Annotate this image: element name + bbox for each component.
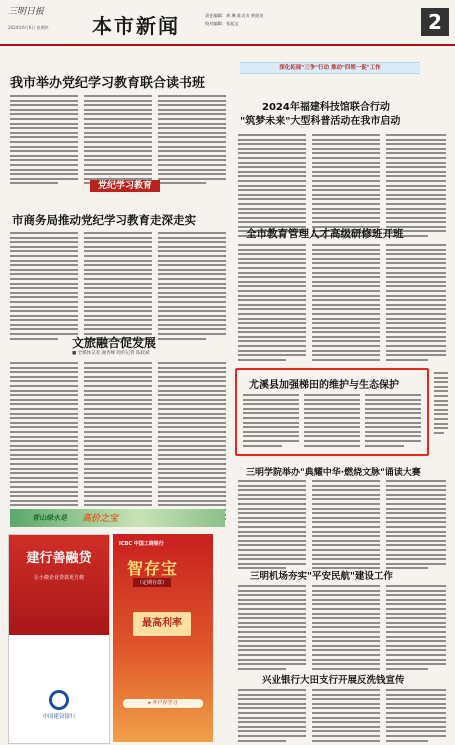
- bank-name: 中国建设银行: [42, 714, 76, 720]
- headline-terrace: 尤溪县加强梯田的维护与生态保护: [249, 380, 399, 391]
- article-body: [365, 394, 421, 449]
- ccb-logo: [34, 690, 84, 720]
- article-body: [84, 362, 152, 527]
- promo-strip: [10, 509, 225, 527]
- headline-science-line1: 2024年福建科技馆联合行动: [262, 102, 390, 113]
- ccb-advertisement[interactable]: [8, 534, 110, 744]
- highlighted-article: [235, 368, 429, 456]
- article-body: [10, 232, 78, 342]
- bank-brand: ICBC 中国工商银行: [119, 541, 164, 547]
- article-body: [312, 689, 380, 744]
- ad-subtitle: 让小微企业贷款更方便: [33, 575, 84, 581]
- article-body: [243, 394, 299, 449]
- headline-commerce: 市商务局推动党纪学习教育走深走实: [12, 213, 196, 227]
- article-body: [10, 95, 78, 187]
- article-body: [238, 244, 306, 363]
- page-number: 2: [421, 8, 449, 36]
- headline-culture-tourism: 文旅融合促发展: [72, 336, 157, 350]
- topic-banner: 深化拓展"三争"行动 推动"四领一促"工作: [240, 62, 420, 74]
- section-banner: 党纪学习教育: [90, 180, 160, 192]
- promo-text: 青山绿水是: [32, 514, 67, 522]
- article-body: [84, 232, 152, 342]
- article-body: [312, 585, 380, 672]
- article-body: [386, 480, 446, 572]
- article-body: [304, 394, 360, 449]
- headline-bank: 兴业银行大田支行开展反洗钱宣传: [262, 675, 405, 686]
- article-body: [158, 232, 226, 342]
- section-title: 本市新闻: [92, 14, 180, 38]
- article-body: [312, 134, 380, 240]
- ad-cta[interactable]: ▸ 开户存学习: [123, 699, 203, 708]
- article-body: [158, 95, 226, 187]
- article-body: [238, 585, 306, 672]
- byline: ■ 全媒体记者 谢秀峰 特约记者 陈政斌: [72, 351, 150, 356]
- headline-airport: 三明机场夯实"平安民航"建设工作: [250, 571, 393, 582]
- ad-caption: （定期存款）: [133, 578, 171, 587]
- article-body: [386, 244, 446, 363]
- newspaper-logo: 三明日报: [8, 7, 45, 17]
- article-body: [84, 95, 152, 187]
- bank-emblem-icon: [49, 690, 69, 710]
- article-body: [386, 585, 446, 672]
- masthead: [0, 0, 455, 46]
- icbc-advertisement[interactable]: [113, 534, 213, 742]
- article-body: [10, 362, 78, 527]
- headline-education: 全市教育管理人才高级研修班开班: [246, 228, 404, 240]
- promo-accent: 高价之宝: [82, 514, 119, 524]
- article-body: [238, 689, 306, 744]
- ad-product-name: 智存宝: [127, 559, 179, 578]
- article-body: [386, 689, 446, 744]
- article-body: [238, 134, 306, 240]
- headline-reading-class: 我市举办党纪学习教育联合读书班: [10, 76, 206, 91]
- article-body: [312, 244, 380, 363]
- ad-title: 建行善融贷: [26, 551, 92, 566]
- article-body: [434, 372, 448, 436]
- headline-recital: 三明学院举办"典耀中华·燃烧文脉"诵读大赛: [246, 468, 421, 478]
- headline-science-line2: "筑梦未来"大型科普活动在我市启动: [240, 116, 401, 127]
- ad-rate-badge: 最高利率: [133, 612, 191, 636]
- article-body: [238, 480, 306, 572]
- issue-date: 2024年6月6日 星期四: [8, 25, 49, 30]
- article-body: [158, 362, 226, 527]
- editor-credits: 责任编辑：黄 琳 陈贞贞 黄贤英 校对编辑：张起宝: [205, 13, 264, 26]
- article-body: [386, 134, 446, 240]
- article-body: [312, 480, 380, 572]
